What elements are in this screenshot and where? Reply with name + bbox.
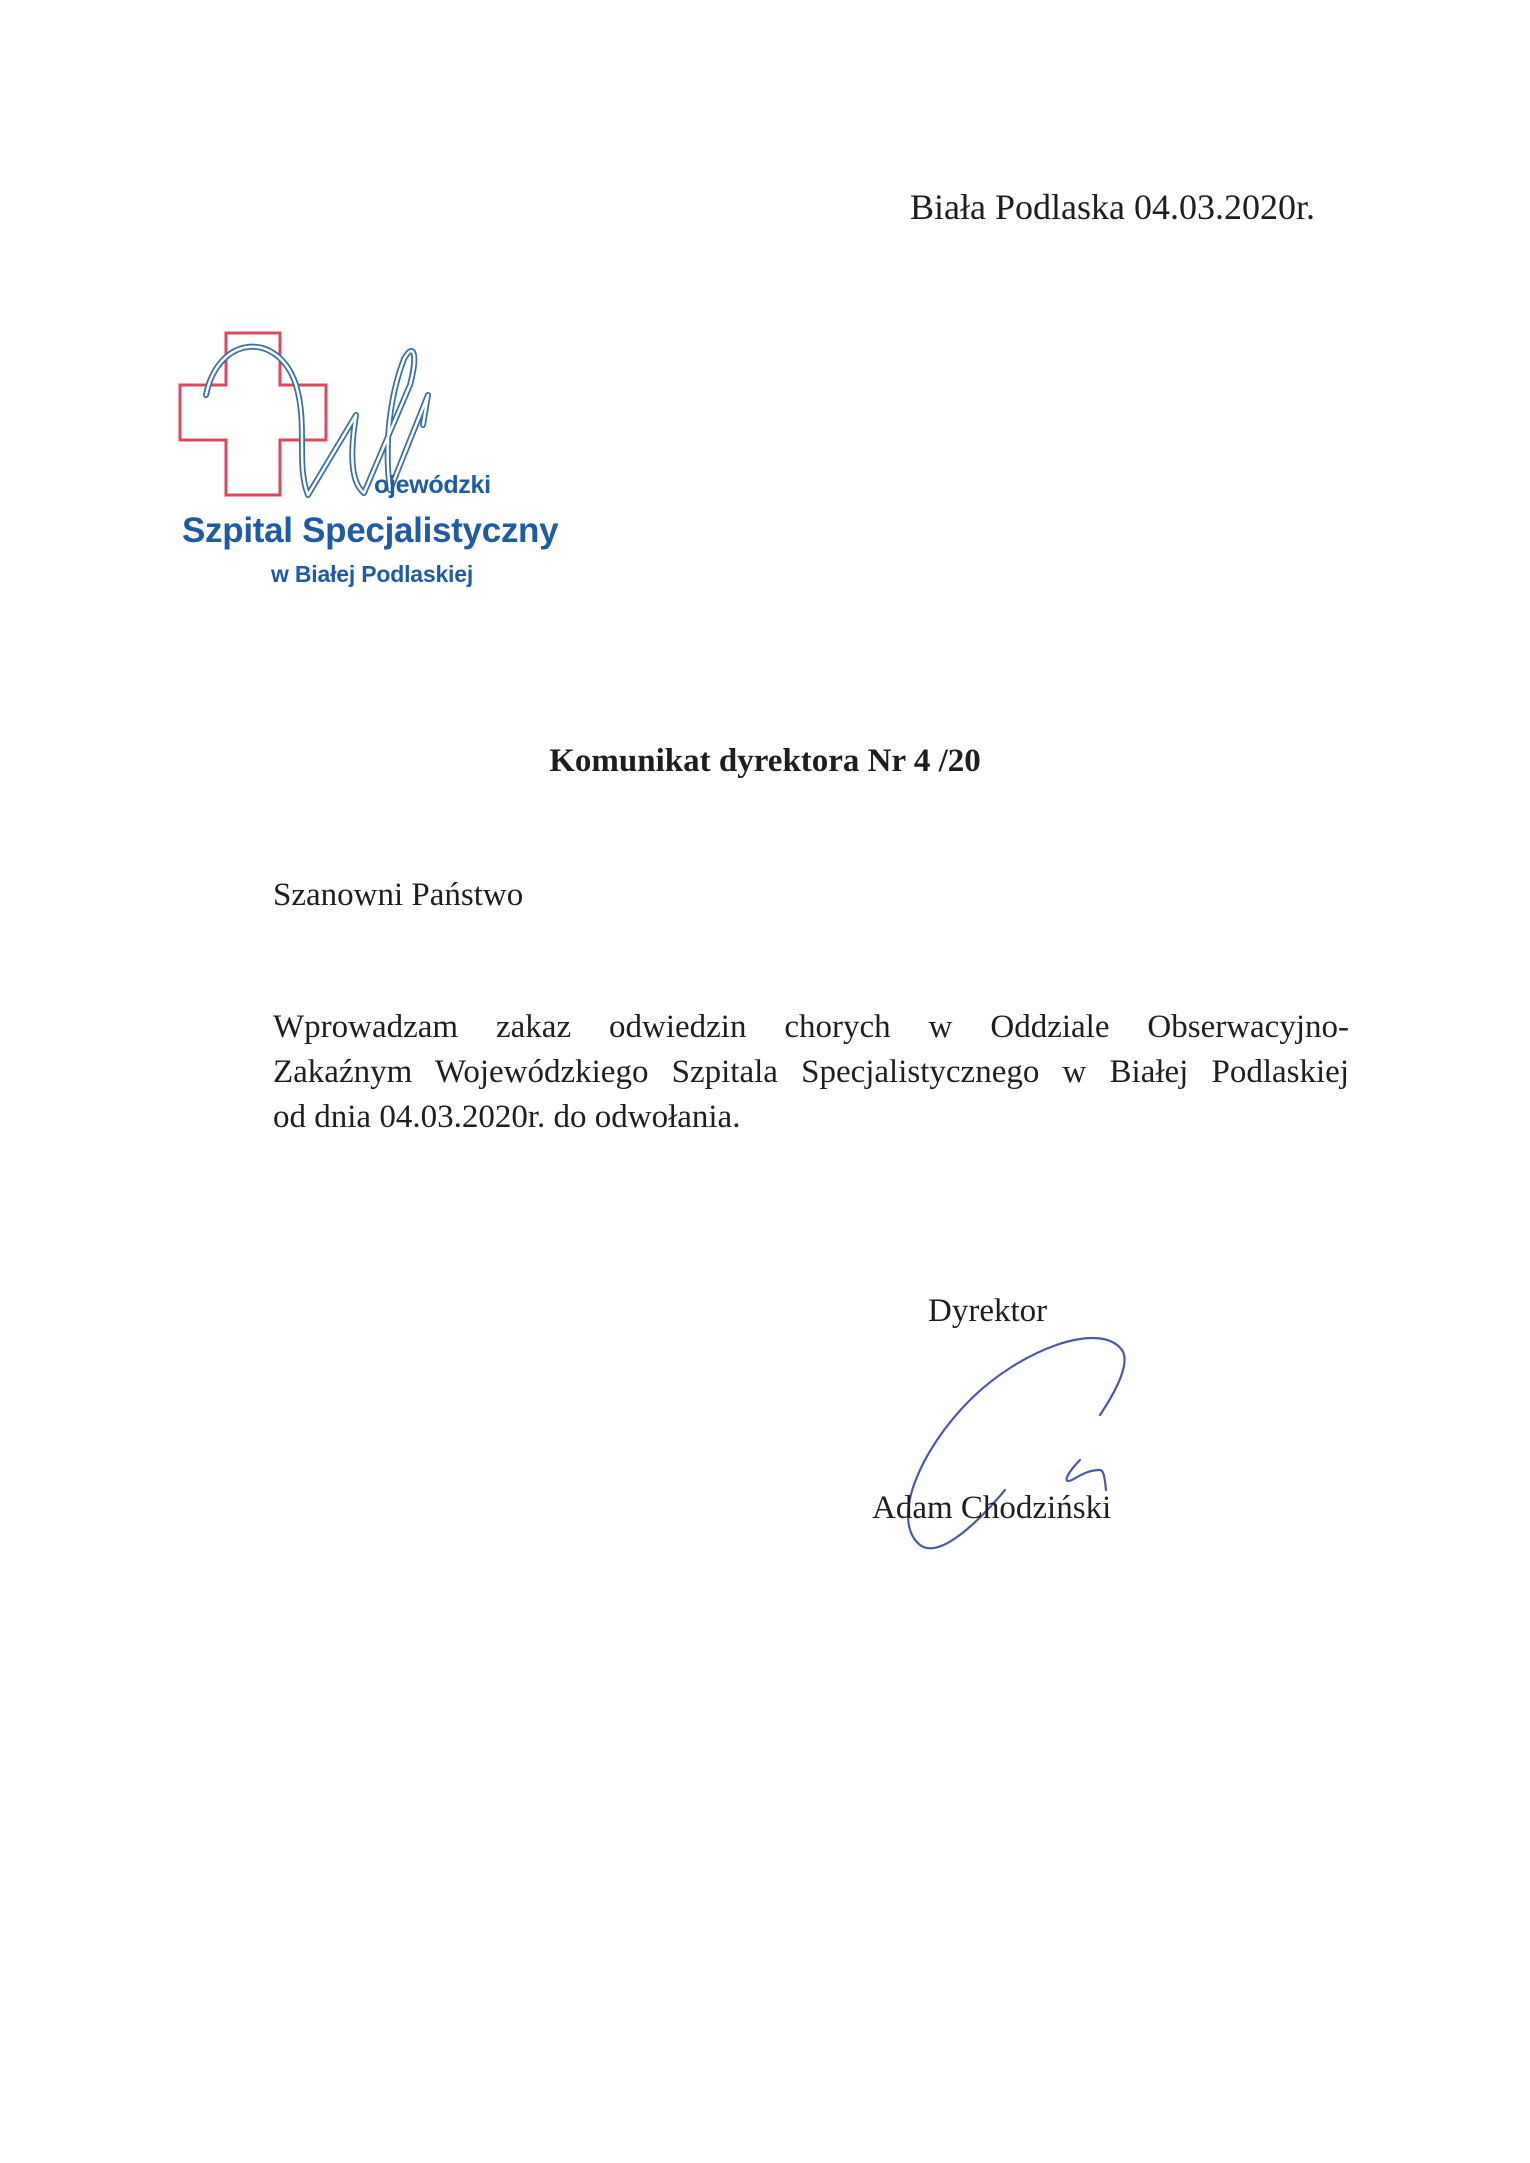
announcement-body: [273, 1005, 1349, 1140]
greeting: Szanowni Państwo: [273, 877, 524, 913]
place-and-date: Biała Podlaska 04.03.2020r.: [910, 187, 1315, 227]
body-line: Zakaźnym Wojewódzkiego Szpitala Specjalistycznego w Białej Podlaskiej: [273, 1054, 1349, 1090]
logo-text-location: w Białej Podlaskiej: [271, 561, 474, 587]
signatory-name: Adam Chodziński: [872, 1490, 1112, 1526]
signatory-role: Dyrektor: [928, 1293, 1048, 1329]
body-line: [273, 1005, 1349, 1050]
logo-text-wojewodzki: ojewódzki: [374, 471, 491, 499]
logo-text-szpital: Szpital Specjalistyczny: [182, 511, 559, 550]
body-line: od dnia 04.03.2020r. do odwołania.: [273, 1099, 741, 1135]
document-title: Komunikat dyrektora Nr 4 /20: [549, 743, 981, 779]
logo-cross-and-w-icon: [178, 325, 598, 595]
hospital-logo: [178, 325, 598, 595]
body-line-text: Wprowadzam zakaz odwiedzin chorych w Oddziale Obserwacyjno-: [273, 1009, 1349, 1045]
